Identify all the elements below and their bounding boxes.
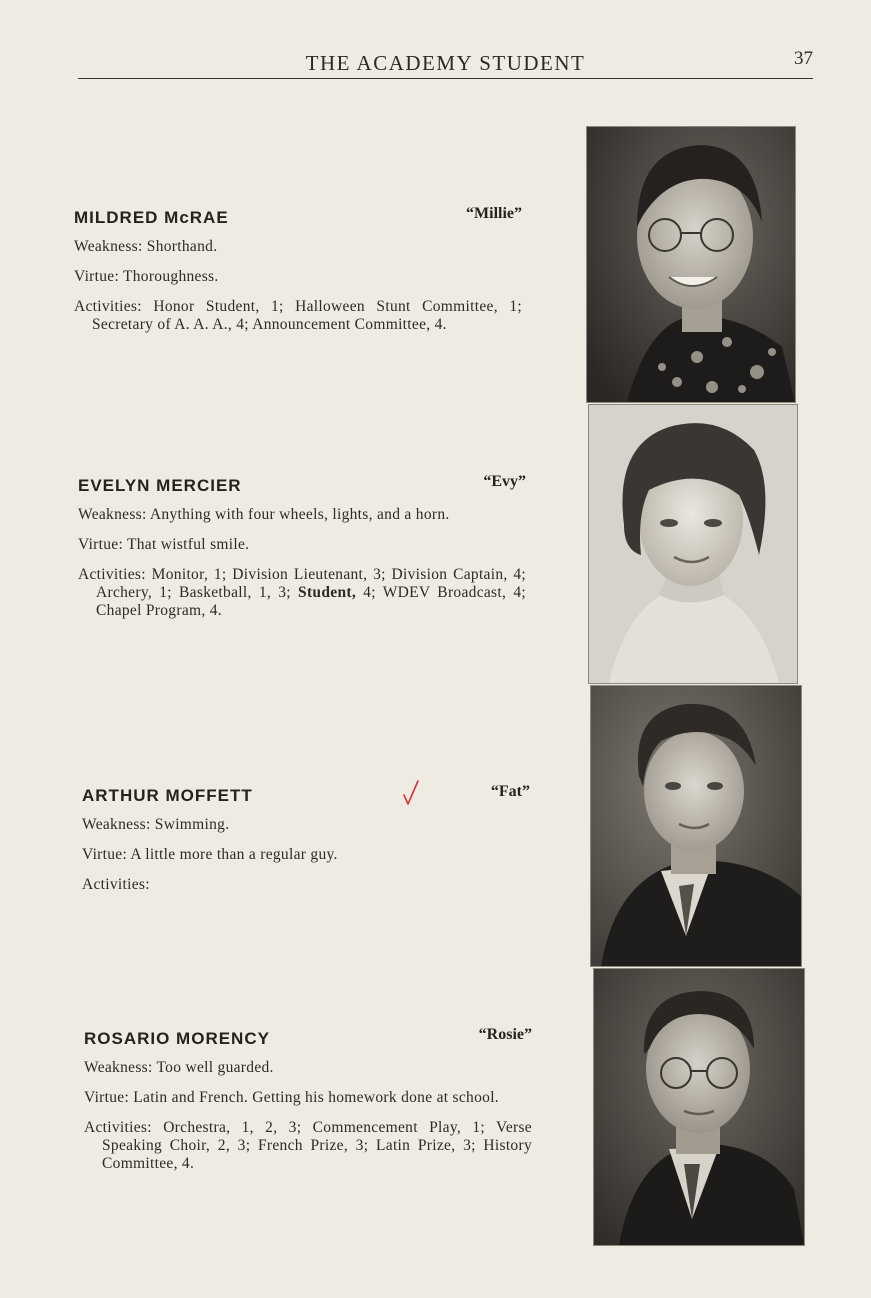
student-name: ARTHUR MOFFETT [82,786,253,805]
activities-label: Activities: [78,566,152,583]
student-nickname: “Millie” [466,205,522,222]
student-name: MILDRED McRAE [74,208,229,227]
student-entry [84,1026,532,1173]
activities-text: Orchestra, 1, 2, 3; Commencement Play, 1; Verse Speaking Choir, 2, 3; French Prize, 3; Latin Prize, 3; History Committee, 4. [102,1119,532,1172]
portrait-photo-evelyn [588,404,798,684]
weakness-label: Weakness: [74,238,147,255]
portrait-photo-arthur [590,685,802,967]
student-name: EVELYN MERCIER [78,476,242,495]
weakness-line [74,238,522,256]
weakness-label: Weakness: [78,506,150,523]
virtue-text: Latin and French. Getting his homework done at school. [133,1089,499,1106]
weakness-label: Weakness: [82,816,155,833]
virtue-line [74,268,522,286]
student-nickname: “Evy” [483,473,526,490]
activities-line [84,1119,532,1173]
weakness-text: Shorthand. [146,238,218,255]
activities-line [74,298,522,334]
weakness-text: Swimming. [154,816,230,833]
page-number: 37 [794,48,813,69]
activities-line [78,566,526,620]
student-entry [74,205,522,334]
activities-text: Honor Student, 1; Halloween Stunt Committee, 1; Secretary of A. A. A., 4; Announcement Committee, 4. [92,298,522,333]
virtue-text: That wistful smile. [126,536,250,553]
virtue-text: Thoroughness. [122,268,219,285]
virtue-label: Virtue: [82,846,131,863]
student-entry [78,473,526,620]
virtue-line [78,536,526,554]
activities-label: Activities: [84,1119,164,1136]
weakness-text: Anything with four wheels, lights, and a horn. [149,506,450,523]
virtue-line [84,1089,532,1107]
portrait-photo-mildred [586,126,796,403]
student-nickname: “Rosie” [478,1026,532,1043]
activities-text-rest: 4; WDEV Broadcast, 4; Chapel Program, 4. [96,584,526,619]
virtue-line [82,846,530,864]
virtue-label: Virtue: [74,268,123,285]
running-head [78,48,813,79]
student-name: ROSARIO MORENCY [84,1029,270,1048]
weakness-label: Weakness: [84,1059,157,1076]
publication-title: THE ACADEMY STUDENT [305,51,586,75]
portrait-photo-rosario [593,968,805,1246]
virtue-label: Virtue: [84,1089,134,1106]
activities-text: Monitor, 1; Division Lieutenant, 3; Division Captain, 4; Archery, 1; Basketball, 1, 3; [96,566,526,601]
activities-line [82,876,530,894]
activities-bold-text: Student, [298,584,357,601]
weakness-line [82,816,530,834]
activities-label: Activities: [74,298,154,315]
student-nickname: “Fat” [490,783,530,800]
weakness-line [84,1059,532,1077]
virtue-text: A little more than a regular guy. [130,846,338,863]
weakness-text: Too well guarded. [156,1059,274,1076]
red-check-mark [402,778,422,808]
student-entry [82,783,530,894]
virtue-label: Virtue: [78,536,127,553]
weakness-line [78,506,526,524]
activities-label: Activities: [82,876,150,893]
